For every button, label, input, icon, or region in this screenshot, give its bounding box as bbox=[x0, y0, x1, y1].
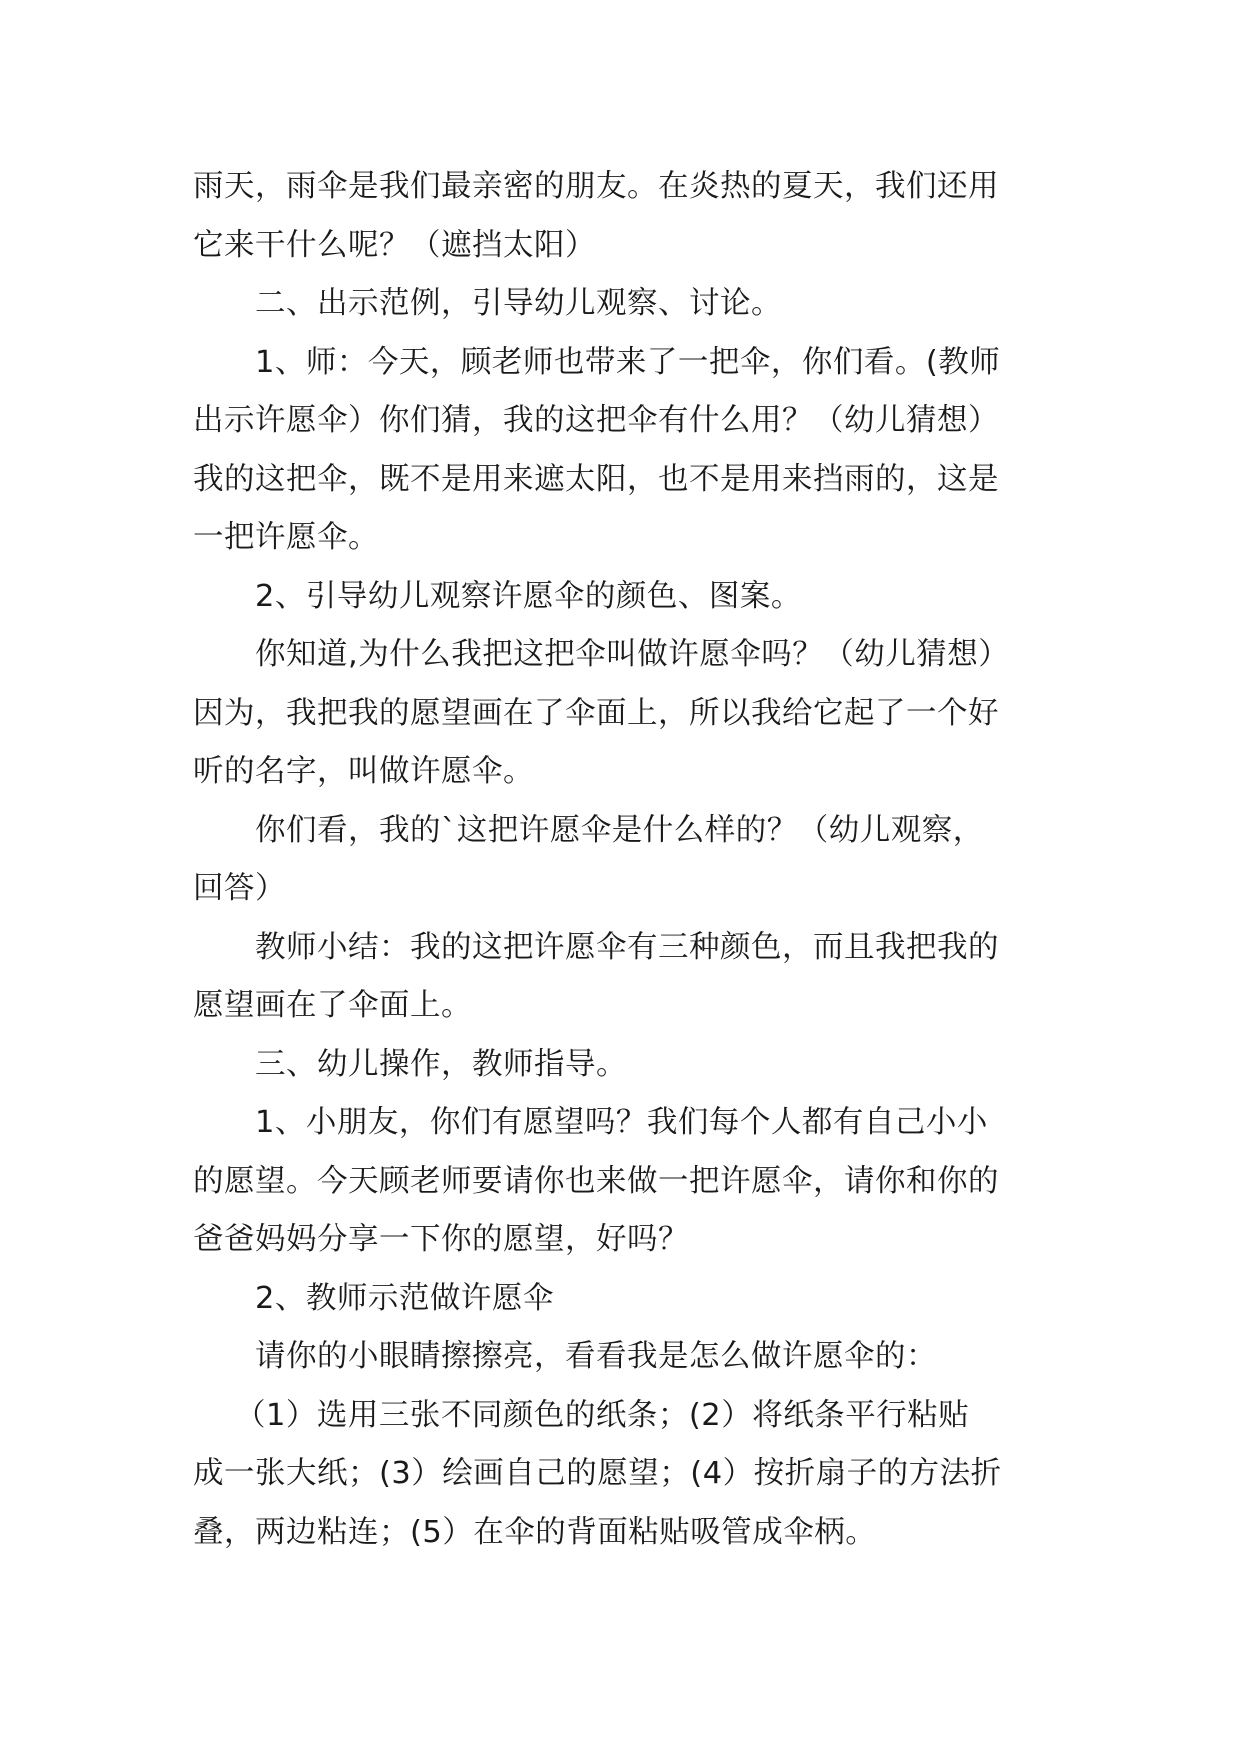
text-line: 的愿望。今天顾老师要请你也来做一把许愿伞，请你和你的 bbox=[193, 1163, 999, 1199]
text-line: 愿望画在了伞面上。 bbox=[193, 988, 472, 1023]
text-line: 请你的小眼睛擦擦亮，看看我是怎么做许愿伞的： bbox=[255, 1339, 937, 1374]
text-line: 爸爸妈妈分享一下你的愿望，好吗？ bbox=[193, 1222, 689, 1257]
document-body bbox=[193, 158, 1053, 1562]
section-heading: 三、幼儿操作，教师指导。 bbox=[255, 1046, 627, 1082]
text-line: 出示许愿伞）你们猜，我的这把伞有什么用？（幼儿猜想） bbox=[193, 403, 999, 438]
text-line: 叠，两边粘连；(5）在伞的背面粘贴吸管成伞柄。 bbox=[193, 1514, 877, 1550]
text-line: 回答） bbox=[193, 871, 286, 906]
text-line: 雨天，雨伞是我们最亲密的朋友。在炎热的夏天，我们还用 bbox=[193, 169, 999, 204]
text-line: 因为，我把我的愿望画在了伞面上，所以我给它起了一个好 bbox=[193, 695, 999, 731]
text-line: 1、小朋友，你们有愿望吗？我们每个人都有自己小小 bbox=[255, 1105, 988, 1140]
section-heading: 二、出示范例，引导幼儿观察、讨论。 bbox=[255, 286, 782, 321]
text-line: 教师小结：我的这把许愿伞有三种颜色，而且我把我的 bbox=[255, 929, 999, 965]
text-line: 1、师：今天，顾老师也带来了一把伞，你们看。(教师 bbox=[255, 344, 1001, 380]
text-line: 一把许愿伞。 bbox=[193, 520, 379, 555]
text-line: 听的名字，叫做许愿伞。 bbox=[193, 754, 534, 789]
text-line: 它来干什么呢？（遮挡太阳） bbox=[193, 227, 596, 263]
text-line: 我的这把伞，既不是用来遮太阳，也不是用来挡雨的，这是 bbox=[193, 461, 999, 497]
text-line: 2、教师示范做许愿伞 bbox=[255, 1280, 554, 1316]
text-line: 你们看，我的`这把许愿伞是什么样的？（幼儿观察， bbox=[255, 812, 984, 848]
text-line: 2、引导幼儿观察许愿伞的颜色、图案。 bbox=[255, 578, 802, 614]
text-line: 你知道,为什么我把这把伞叫做许愿伞吗？（幼儿猜想） bbox=[255, 637, 1010, 672]
text-line: （1）选用三张不同颜色的纸条；(2）将纸条平行粘贴 bbox=[235, 1397, 970, 1433]
text-line: 成一张大纸；(3）绘画自己的愿望；(4）按折扇子的方法折 bbox=[193, 1456, 1002, 1491]
